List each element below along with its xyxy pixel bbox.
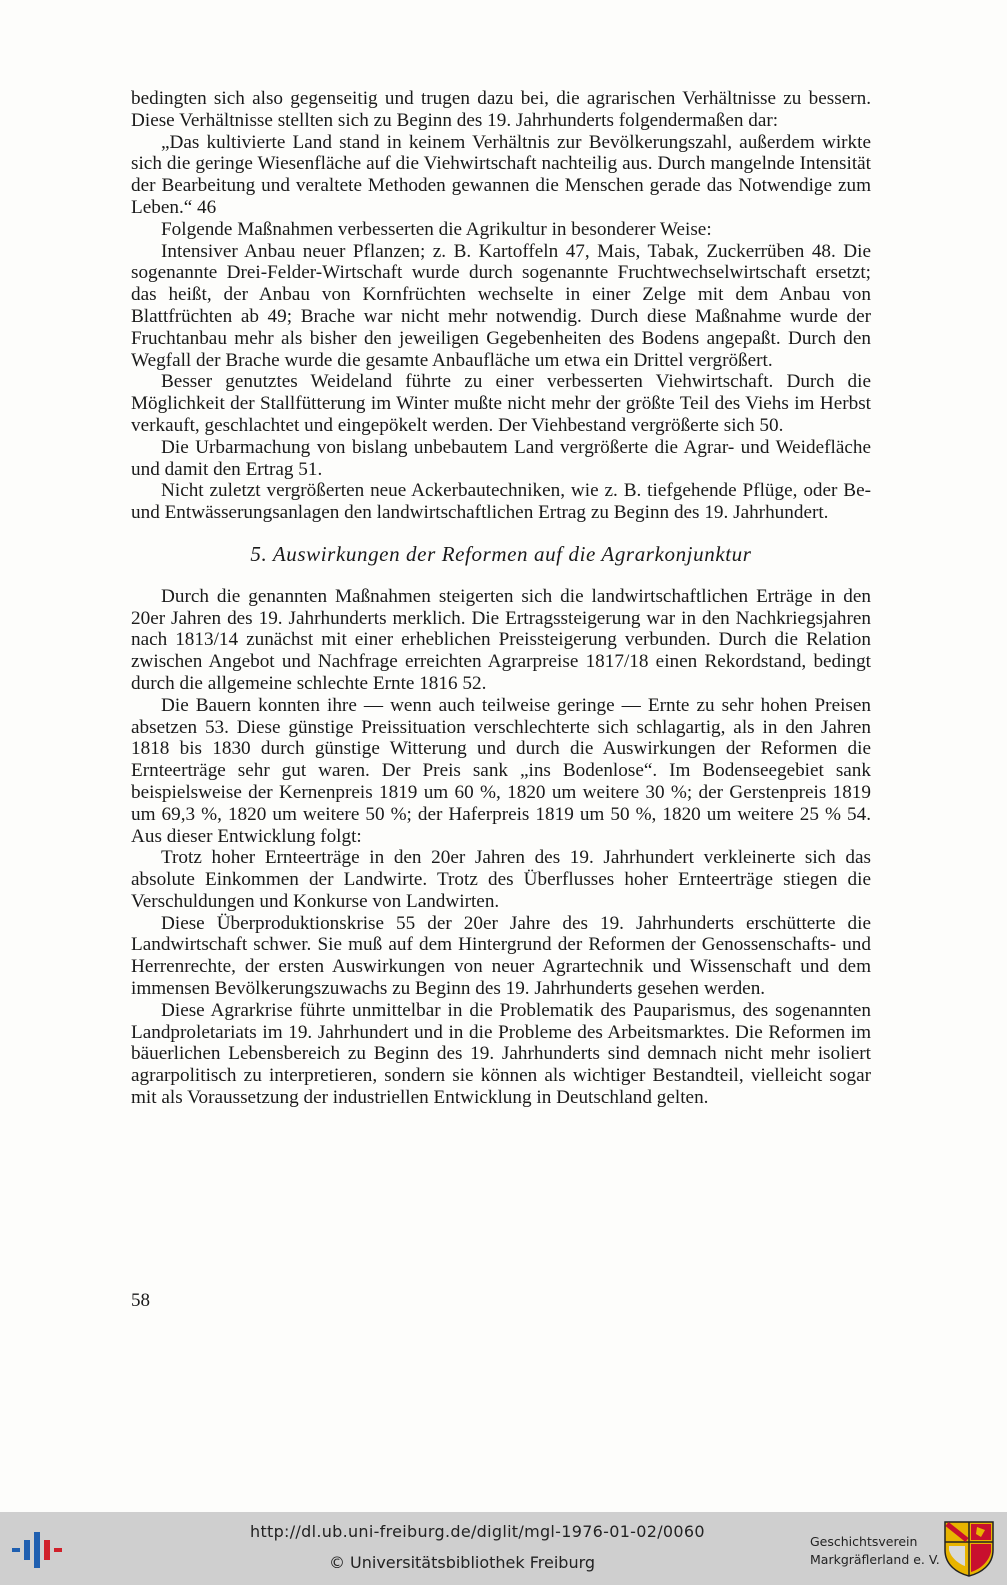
body-text <box>131 88 871 1109</box>
paragraph: Durch die genannten Maßnahmen steigerten sich die landwirtschaftlichen Erträge in den 20er Jahren des 19. Jahrhunderts merklich. Die Ertragssteigerung war in den Nachkriegsjahren nach 1813/14 zunächst mit einer erheblichen Preissteigerung verbunden. Durch die Relation zwischen Angebot und Nachfrage erreichten Agrarpreise 1817/18 einen Rekordstand, bedingt durch die allgemeine schlechte Ernte 1816 52. <box>131 585 871 694</box>
library-logo-icon <box>10 1528 66 1572</box>
society-name <box>810 1533 940 1569</box>
footer-bar <box>0 1512 1007 1585</box>
paragraph: Die Urbarmachung von bislang unbebautem Land vergrößerte die Agrar- und Weidefläche und damit den Ertrag 51. <box>131 436 871 480</box>
paragraph: bedingten sich also gegenseitig und trugen dazu bei, die agrarischen Verhältnisse zu bessern. Diese Verhältnisse stellten sich zu Beginn des 19. Jahrhunderts folgendermaßen dar: <box>131 88 871 131</box>
paragraph: Trotz hoher Ernteerträge in den 20er Jahren des 19. Jahrhundert verkleinerte sich das absolute Einkommen der Landwirte. Trotz des Überflusses hoher Ernteerträge stiegen die Verschuldungen und Konkurse von Landwirten. <box>131 847 871 912</box>
paragraph: Intensiver Anbau neuer Pflanzen; z. B. Kartoffeln 47, Mais, Tabak, Zuckerrüben 48. Die sogenannte Drei-Felder-Wirtschaft wurde durch sogenannte Fruchtwechselwirtschaft ersetzt; das heißt, der Anbau von Kornfrüchten wechselte in einer Zelge mit dem Anbau von Blattfrüchten ab 49; Brache war nicht mehr notwendig. Durch diese Maßnahme wurde der Fruchtanbau mehr als bisher den jeweiligen Gegebenheiten des Bodens angepaßt. Durch den Wegfall der Brache wurde die gesamte Anbaufläche um etwa ein Drittel vergrößert. <box>131 240 871 371</box>
paragraph: Diese Überproduktionskrise 55 der 20er Jahre des 19. Jahrhunderts erschütterte die Landwirtschaft schwer. Sie muß auf dem Hintergrund der Reformen der Genossenschafts- und Herrenrechte, der ersten Auswirkungen von neuer Agrartechnik und Wissenschaft und dem immensen Bevölkerungszuwachs zu Beginn des 19. Jahrhunderts gesehen werden. <box>131 912 871 1000</box>
section-heading: 5. Auswirkungen der Reformen auf die Agrarkonjunktur <box>250 541 752 566</box>
coat-of-arms-icon <box>943 1520 995 1578</box>
society-name-line1: Geschichtsverein <box>810 1534 918 1549</box>
paragraph: Diese Agrarkrise führte unmittelbar in die Problematik des Pauparismus, des sogenannten Landproletariats im 19. Jahrhundert und in die Probleme des Arbeitsmarktes. Die Reformen im bäuerlichen Lebensbereich zu Beginn des 19. Jahrhunderts sind demnach nicht mehr isoliert agrarpolitisch zu interpretieren, sondern sie können als wichtiger Bestandteil, vielleicht sogar mit als Voraussetzung der industriellen Entwicklung in Deutschland gelten. <box>131 999 871 1109</box>
footer-copyright: © Universitätsbibliothek Freiburg <box>328 1553 596 1572</box>
footer-url-link[interactable]: http://dl.ub.uni-freiburg.de/diglit/mgl-1976-01-02/0060 <box>250 1522 705 1541</box>
paragraph: Die Bauern konnten ihre — wenn auch teilweise geringe — Ernte zu sehr hohen Preisen absetzen 53. Diese günstige Preissituation verschlechterte sich schlagartig, als in den Jahren 1818 bis 1830 durch günstige Witterung und durch die Auswirkungen der Reformen die Ernteerträge sehr gut waren. Der Preis sank „ins Bodenlose“. Im Bodenseegebiet sank beispielsweise der Kernenpreis 1819 um 60 %, 1820 um weitere 30 %; der Gerstenpreis 1819 um 69,3 %, 1820 um weitere 50 %; der Haferpreis 1819 um 50 %, 1820 um weitere 25 % 54. Aus dieser Entwicklung folgt: <box>131 694 871 847</box>
quote-paragraph: „Das kultivierte Land stand in keinem Verhältnis zur Bevölkerungszahl, außerdem wirkte sich die geringe Wiesenfläche auf die Viehwirtschaft nachteilig aus. Durch mangelnde Intensität der Bearbeitung und veraltete Methoden gewannen die Menschen gerade das Notwendige zum Leben.“ 46 <box>131 131 871 218</box>
page-number: 58 <box>131 1290 150 1311</box>
paragraph: Besser genutztes Weideland führte zu einer verbesserten Viehwirtschaft. Durch die Möglichkeit der Stallfütterung im Winter mußte nicht mehr der größte Teil des Viehs im Herbst verkauft, geschlachtet und eingepökelt werden. Der Viehbestand vergrößerte sich 50. <box>131 371 871 436</box>
paragraph: Nicht zuletzt vergrößerten neue Ackerbautechniken, wie z. B. tiefgehende Pflüge, oder Be- und Entwässerungsanlagen den landwirtschaftlichen Ertrag zu Beginn des 19. Jahrhundert. <box>131 480 871 524</box>
paragraph: Folgende Maßnahmen verbesserten die Agrikultur in besonderer Weise: <box>161 218 712 240</box>
society-name-line2: Markgräflerland e. V. <box>810 1552 940 1567</box>
